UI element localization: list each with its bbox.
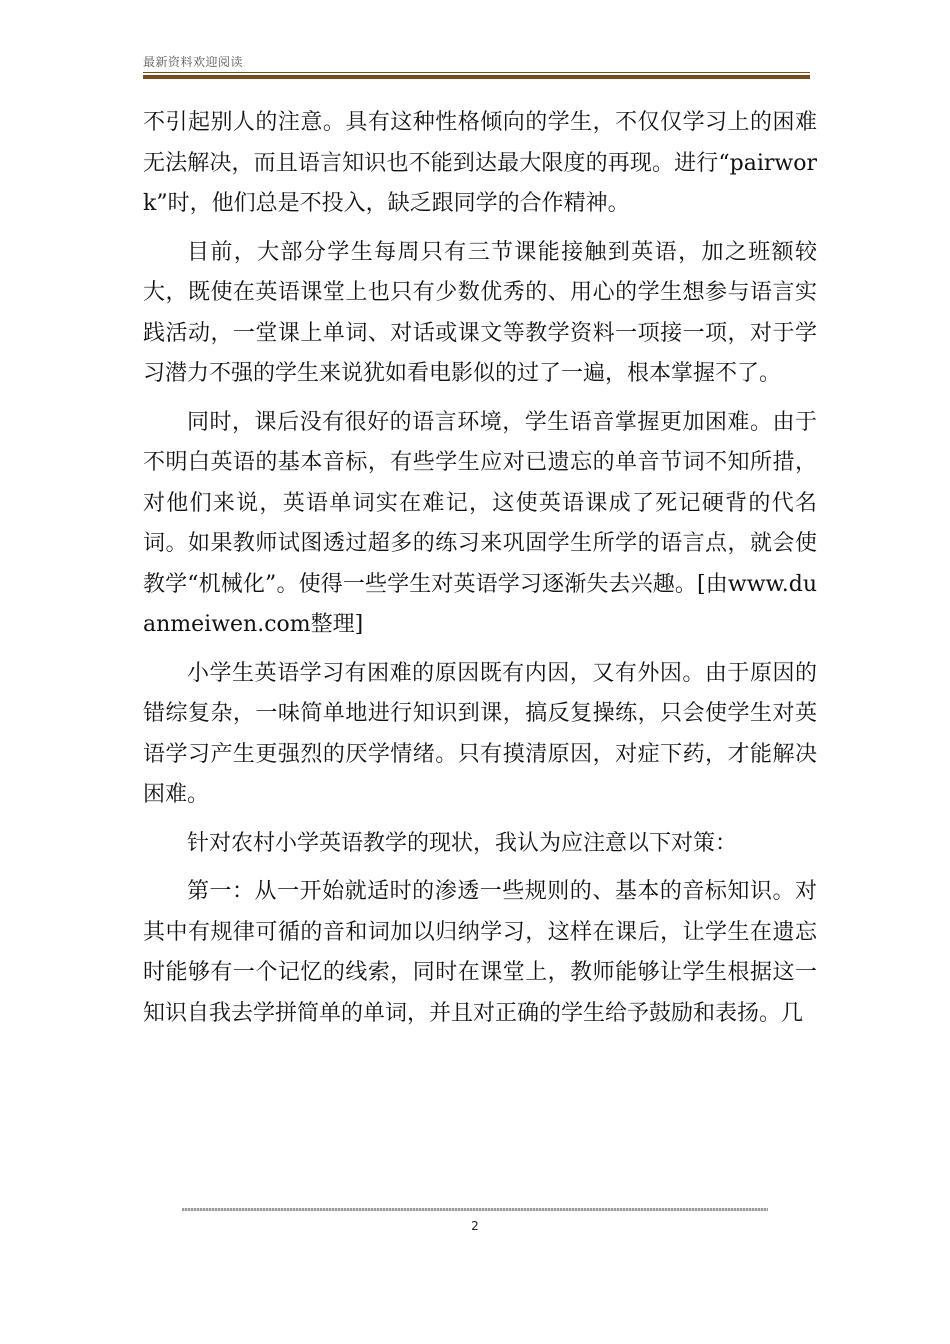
document-body [143,103,817,1034]
paragraph: 小学生英语学习有困难的原因既有内因，又有外因。由于原因的错综复杂，一味简单地进行知识到课，搞反复操练，只会使学生对英语学习产生更强烈的厌学情绪。只有摸清原因，对症下药，才能解决困难。 [143,660,817,807]
header-divider-thin [143,72,810,73]
header-title: 最新资料欢迎阅读 [143,55,244,69]
page-header [143,52,810,82]
paragraph: 针对农村小学英语教学的现状，我认为应注意以下对策： [187,830,738,856]
header-divider-thick [143,75,810,79]
footer-divider [182,1208,768,1211]
paragraph: 第一：从一开始就适时的渗透一些规则的、基本的音标知识。对其中有规律可循的音和词加以归纳学习，这样在课后，让学生在遗忘时能够有一个记忆的线索，同时在课堂上，教师能够让学生根据这一知识自我去学拼简单的单词，并且对正确的学生给予鼓励和表扬。几 [143,879,817,1026]
page-number: 2 [471,1219,479,1233]
paragraph-continuation: 不引起别人的注意。具有这种性格倾向的学生，不仅仅学习上的困难无法解决，而且语言知识也不能到达最大限度的再现。进行“pairwork”时，他们总是不投入，缺乏跟同学的合作精神。 [143,110,817,216]
paragraph: 目前，大部分学生每周只有三节课能接触到英语，加之班额较大，既使在英语课堂上也只有少数优秀的、用心的学生想参与语言实践活动，一堂课上单词、对话或课文等教学资料一项接一项，对于学习潜力不强的学生来说犹如看电影似的过了一遍，根本掌握不了。 [143,239,817,386]
paragraph: 同时，课后没有很好的语言环境，学生语音掌握更加困难。由于不明白英语的基本音标，有些学生应对已遗忘的单音节词不知所措，对他们来说，英语单词实在难记，这使英语课成了死记硬背的代名词。如果教师试图透过超多的练习来巩固学生所学的语言点，就会使教学“机械化”。使得一些学生对英语学习逐渐失去兴趣。[由www.duanmeiwen.com整理] [143,409,817,637]
